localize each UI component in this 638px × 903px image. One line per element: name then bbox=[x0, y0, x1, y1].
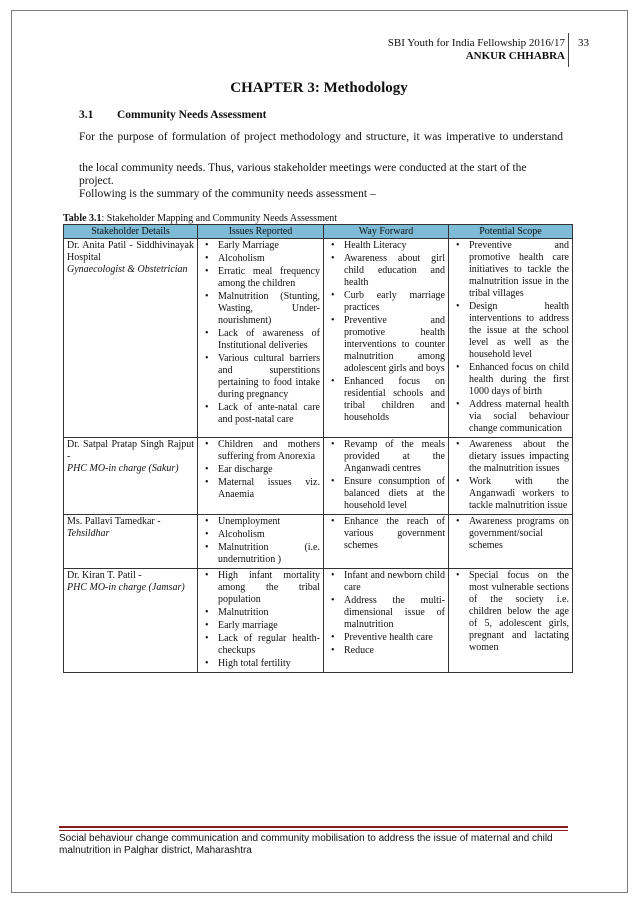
issue-item: • Children and mothers suffering from Anorexia bbox=[218, 439, 320, 463]
section-title: Community Needs Assessment bbox=[117, 109, 267, 121]
header-way-forward: Way Forward bbox=[324, 225, 449, 239]
stakeholder-role: PHC MO-in charge (Sakur) bbox=[67, 463, 179, 474]
issue-item: • Alcoholism bbox=[218, 529, 320, 541]
issue-item: • Unemployment bbox=[218, 516, 320, 528]
stakeholder-name: Dr. Satpal Pratap Singh Rajput - bbox=[67, 439, 194, 462]
issue-item: • Maternal issues viz. Anaemia bbox=[218, 477, 320, 501]
stakeholder-role: Gynaecologist & Obstetrician bbox=[67, 264, 188, 275]
header-fellowship: SBI Youth for India Fellowship 2016/17 bbox=[387, 37, 565, 49]
issue-item: • Erratic meal frequency among the children bbox=[218, 266, 320, 290]
scope-cell bbox=[449, 515, 573, 569]
scope-item: • Awareness about the dietary issues impacting the malnutrition issues bbox=[469, 439, 569, 475]
issue-item: • Malnutrition bbox=[218, 607, 320, 619]
issue-item: • High total fertility bbox=[218, 658, 320, 670]
way-forward-item: • Preventive and promotive health interventions to counter malnutrition among adolescent girls and boys bbox=[344, 315, 445, 375]
scope-item: • Awareness programs on government/social schemes bbox=[469, 516, 569, 552]
way-forward-list bbox=[327, 240, 445, 424]
table-row bbox=[64, 438, 573, 515]
paragraph-line-3: Following is the summary of the community needs assessment – bbox=[79, 188, 376, 200]
scope-item: • Enhanced focus on child health during the first 1000 days of birth bbox=[469, 362, 569, 398]
scope-cell bbox=[449, 438, 573, 515]
issue-list bbox=[201, 439, 320, 501]
issue-item: • Ear discharge bbox=[218, 464, 320, 476]
scope-cell bbox=[449, 569, 573, 673]
stakeholder-table bbox=[63, 224, 573, 673]
issue-list bbox=[201, 570, 320, 670]
footer-rule-thick bbox=[59, 826, 568, 828]
scope-item: • Work with the Anganwadi workers to tackle malnutrition issue bbox=[469, 476, 569, 512]
scope-item: • Special focus on the most vulnerable sections of the society i.e. children below the age of 5, adolescent girls, pregnant and lactating women bbox=[469, 570, 569, 654]
issue-item: • Malnutrition (Stunting, Wasting, Under-nourishment) bbox=[218, 291, 320, 327]
scope-list bbox=[452, 439, 569, 512]
running-header bbox=[388, 37, 565, 63]
table-row bbox=[64, 239, 573, 438]
scope-list bbox=[452, 570, 569, 654]
way-forward-item: • Revamp of the meals provided at the Anganwadi centres bbox=[344, 439, 445, 475]
header-stakeholder-details: Stakeholder Details bbox=[64, 225, 198, 239]
table-header-row bbox=[64, 225, 573, 239]
page-number: 33 bbox=[578, 37, 589, 49]
scope-cell bbox=[449, 239, 573, 438]
scope-item: • Address maternal health via social behaviour change communication bbox=[469, 399, 569, 435]
table-caption-text: : Stakeholder Mapping and Community Needs Assessment bbox=[101, 213, 338, 224]
chapter-title: CHAPTER 3: Methodology bbox=[230, 80, 408, 96]
way-forward-cell bbox=[324, 515, 449, 569]
issue-item: • Malnutrition (i.e. undernutrition ) bbox=[218, 542, 320, 566]
scope-list bbox=[452, 516, 569, 552]
header-author: ANKUR CHHABRA bbox=[465, 50, 565, 62]
issue-item: • Lack of regular health-checkups bbox=[218, 633, 320, 657]
scope-list bbox=[452, 240, 569, 435]
issue-item: • Lack of awareness of Institutional deliveries bbox=[218, 328, 320, 352]
section-heading bbox=[79, 109, 267, 121]
table-row bbox=[64, 569, 573, 673]
way-forward-cell bbox=[324, 239, 449, 438]
header-potential-scope: Potential Scope bbox=[449, 225, 573, 239]
way-forward-list bbox=[327, 516, 445, 552]
way-forward-cell bbox=[324, 569, 449, 673]
issue-list bbox=[201, 516, 320, 566]
header-issues-reported: Issues Reported bbox=[198, 225, 324, 239]
header-divider bbox=[568, 33, 569, 67]
way-forward-item: • Ensure consumption of balanced diets at the household level bbox=[344, 476, 445, 512]
way-forward-cell bbox=[324, 438, 449, 515]
way-forward-item: • Reduce bbox=[344, 645, 445, 657]
running-footer: Social behaviour change communication and community mobilisation to address the issue of maternal and child malnutrition in Palghar district, Maharashtra bbox=[59, 833, 553, 856]
way-forward-item: • Enhanced focus on residential schools and tribal children and households bbox=[344, 376, 445, 424]
way-forward-item: • Address the multi-dimensional issue of malnutrition bbox=[344, 595, 445, 631]
scope-item: • Design health interventions to address the issue at the school level as well as the household level bbox=[469, 301, 569, 361]
issue-item: • Lack of ante-natal care and post-natal care bbox=[218, 402, 320, 426]
scope-item: • Preventive and promotive health care initiatives to tackle the malnutrition issue in the tribal villages bbox=[469, 240, 569, 300]
issue-cell bbox=[198, 239, 324, 438]
stakeholder-role: PHC MO-in charge (Jamsar) bbox=[67, 582, 185, 593]
way-forward-list bbox=[327, 570, 445, 657]
issue-item: • High infant mortality among the tribal population bbox=[218, 570, 320, 606]
stakeholder-cell bbox=[64, 515, 198, 569]
stakeholder-cell bbox=[64, 239, 198, 438]
way-forward-item: • Curb early marriage practices bbox=[344, 290, 445, 314]
way-forward-item: • Health Literacy bbox=[344, 240, 445, 252]
stakeholder-name: Dr. Anita Patil - Siddhivinayak Hospital bbox=[67, 240, 194, 263]
issue-item: • Early marriage bbox=[218, 620, 320, 632]
table-row bbox=[64, 515, 573, 569]
stakeholder-role: Tehsildhar bbox=[67, 528, 110, 539]
stakeholder-name: Dr. Kiran T. Patil - bbox=[67, 570, 142, 581]
paragraph-line-2: the local community needs. Thus, various stakeholder meetings were conducted at the start of the project. bbox=[79, 162, 527, 187]
issue-cell bbox=[198, 569, 324, 673]
way-forward-item: • Infant and newborn child care bbox=[344, 570, 445, 594]
stakeholder-cell bbox=[64, 569, 198, 673]
stakeholder-name: Ms. Pallavi Tamedkar - bbox=[67, 516, 161, 527]
way-forward-item: • Preventive health care bbox=[344, 632, 445, 644]
issue-cell bbox=[198, 438, 324, 515]
paragraph-line-1: For the purpose of formulation of project methodology and structure, it was imperative to understand bbox=[79, 131, 563, 143]
issue-cell bbox=[198, 515, 324, 569]
way-forward-list bbox=[327, 439, 445, 512]
footer-rule-thin bbox=[59, 830, 568, 831]
issue-list bbox=[201, 240, 320, 426]
table-caption bbox=[63, 213, 337, 224]
way-forward-item: • Awareness about girl child education and health bbox=[344, 253, 445, 289]
issue-item: • Early Marriage bbox=[218, 240, 320, 252]
issue-item: • Alcoholism bbox=[218, 253, 320, 265]
way-forward-item: • Enhance the reach of various government schemes bbox=[344, 516, 445, 552]
stakeholder-cell bbox=[64, 438, 198, 515]
table-caption-label: Table 3.1 bbox=[63, 213, 102, 224]
issue-item: • Various cultural barriers and superstitions pertaining to food intake during pregnancy bbox=[218, 353, 320, 401]
section-number: 3.1 bbox=[79, 109, 94, 121]
